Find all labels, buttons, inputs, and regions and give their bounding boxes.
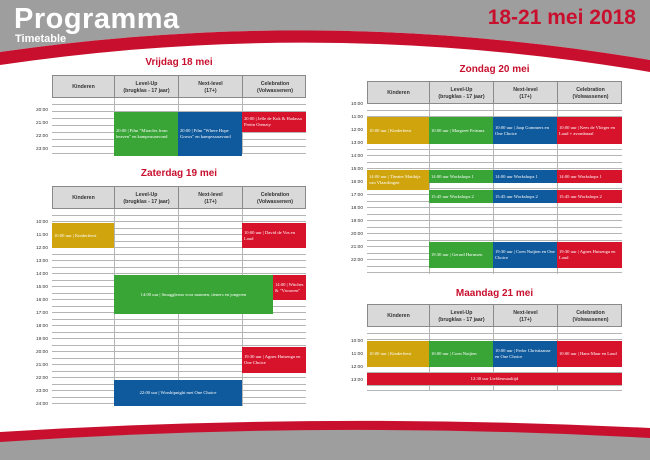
col-celebration: Celebration (Volwassenen) (572, 310, 609, 323)
event-dates: 18-21 mei 2018 (487, 6, 636, 29)
event-block: 14:00 uur Workshops 1 (557, 170, 622, 183)
event-block: 15:45 uur Workshops 2 (557, 190, 622, 203)
col-kinderen: Kinderen (368, 305, 430, 328)
event-block: 14:00 uur Workshops 1 (429, 170, 493, 183)
event-block: 20:00 | Film "Miracles from heaven" en kampvuuravond (114, 112, 178, 156)
time-label: 24:00 (35, 402, 48, 407)
event-block: 19:30 uur | Agnes Huisenga en One Choice (242, 347, 306, 373)
event-block: 20:00 | Jelle de Kok & Hadassa Pretin Orenzty (242, 112, 306, 132)
col-celebration: Celebration (Volwassenen) (572, 87, 609, 100)
col-levelup: Level-Up (brugklas - 17 jaar) (430, 82, 494, 105)
event-block: 10:00 uur | Kinderfeest (367, 117, 429, 144)
time-label: 16:00 (350, 180, 363, 185)
time-label: 12:00 (350, 365, 363, 370)
time-label: 17:00 (35, 311, 48, 316)
time-label: 23:00 (35, 389, 48, 394)
event-block: 10:00 uur | Kinderfeest (367, 341, 429, 367)
time-label: 13:00 (350, 378, 363, 383)
event-block: 12:30 uur Liefdesmaaltijd (367, 373, 622, 385)
event-block: 10:00 uur | Margreet Feitsma (429, 117, 493, 144)
col-levelup: Level-Up (brugklas - 17 jaar) (115, 187, 179, 210)
footer-band (0, 410, 650, 460)
time-label: 15:00 (35, 285, 48, 290)
event-block: 15:45 uur Workshops 2 (493, 190, 557, 203)
time-label: 18:00 (350, 206, 363, 211)
time-label: 21:00 (350, 245, 363, 250)
event-block: 19:30 uur | Gerard Harmsen (429, 242, 493, 268)
table-header (52, 75, 306, 98)
col-kinderen: Kinderen (368, 82, 430, 105)
event-block: 14:00 uur | Smagglerun voor mannen, tieners en jongeren (114, 275, 273, 314)
event-block: 14:00 uur Workshops 1 (493, 170, 557, 183)
time-label: 11:00 (351, 115, 363, 120)
col-celebration: Celebration (Volwassenen) (257, 192, 293, 205)
col-nextlevel: Next-level (17+) (494, 305, 558, 328)
col-nextlevel: Next-level (17+) (179, 76, 243, 99)
event-block: 15:45 uur Workshops 2 (429, 190, 493, 203)
event-block: 10:00 uur | Kinderfeest (52, 223, 114, 248)
event-block: 10:00 uur | Hans-Maar en Laud (557, 341, 622, 367)
time-label: 10:00 (350, 102, 363, 107)
schedule-maandag (350, 304, 622, 392)
time-label: 16:00 (35, 298, 48, 303)
day-title-zondag: Zondag 20 mei (459, 64, 530, 75)
page-subtitle: Timetable (15, 33, 67, 45)
event-block: 10:00 uur | Coen Nuijten (429, 341, 493, 367)
table-header (52, 186, 306, 209)
time-label: 14:00 (350, 154, 363, 159)
col-nextlevel: Next-level (17+) (494, 82, 558, 105)
time-label: 19:00 (35, 337, 48, 342)
col-celebration: Celebration (Volwassenen) (257, 81, 293, 94)
time-label: 14:00 (35, 272, 48, 277)
time-label: 18:00 (35, 324, 48, 329)
time-label: 17:00 (350, 193, 363, 198)
time-label: 10:00 (350, 339, 363, 344)
time-label: 20:00 (35, 108, 48, 113)
time-label: 10:00 (35, 220, 48, 225)
page-title: Programma (14, 3, 180, 35)
event-block: 14:00 | Witches & "Vrouwen" (273, 275, 306, 300)
event-block: 14:00 uur | Theater Matthijs van Vlaardingen (367, 170, 429, 190)
event-block: 19:30 uur | Agnes Huisenga en Laud (557, 242, 622, 268)
schedule-vrijdag (35, 75, 306, 155)
day-title-vrijdag: Vrijdag 18 mei (145, 57, 213, 68)
time-label: 13:00 (35, 259, 48, 264)
event-block: 19:30 uur | Coen Nuijten en One Choice (493, 242, 557, 268)
table-header (367, 304, 622, 327)
col-levelup: Level-Up (brugklas - 17 jaar) (115, 76, 179, 99)
day-title-maandag: Maandag 21 mei (455, 288, 534, 299)
time-label: 22:00 (35, 376, 48, 381)
time-label: 22:00 (350, 258, 363, 263)
time-label: 12:00 (350, 128, 363, 133)
time-label: 20:00 (350, 232, 363, 237)
event-block: 20:00 | Film "Where Hope Grows" en kampvuuravond (178, 112, 242, 156)
time-label: 20:00 (35, 350, 48, 355)
time-label: 15:00 (350, 167, 363, 172)
time-label: 23:00 (35, 147, 48, 152)
event-block: 22:00 uur | Worshipnight met One Choice (114, 380, 242, 406)
event-block: 10:00 uur | Fedor Christiaanse en One Choice (493, 341, 557, 367)
time-label: 21:00 (35, 121, 48, 126)
event-block: 10:00 uur | David de Vos en Laud (242, 223, 306, 248)
event-block: 10:00 uur | Jaap Gommers en One Choice (493, 117, 557, 144)
col-kinderen: Kinderen (53, 187, 115, 210)
time-label: 12:00 (35, 246, 48, 251)
schedule-zondag (350, 81, 622, 277)
event-block: 10:00 uur | Kees de Vlieger en Laud + avondmaal (557, 117, 622, 144)
col-kinderen: Kinderen (53, 76, 115, 99)
col-levelup: Level-Up (brugklas - 17 jaar) (430, 305, 494, 328)
time-label: 13:00 (350, 141, 363, 146)
day-title-zaterdag: Zaterdag 19 mei (140, 168, 218, 179)
time-label: 19:00 (350, 219, 363, 224)
schedule-zaterdag (35, 186, 306, 408)
table-header (367, 81, 622, 104)
time-label: 22:00 (35, 134, 48, 139)
time-label: 11:00 (36, 233, 48, 238)
col-nextlevel: Next-level (17+) (179, 187, 243, 210)
time-label: 21:00 (35, 363, 48, 368)
time-label: 11:00 (351, 352, 363, 357)
